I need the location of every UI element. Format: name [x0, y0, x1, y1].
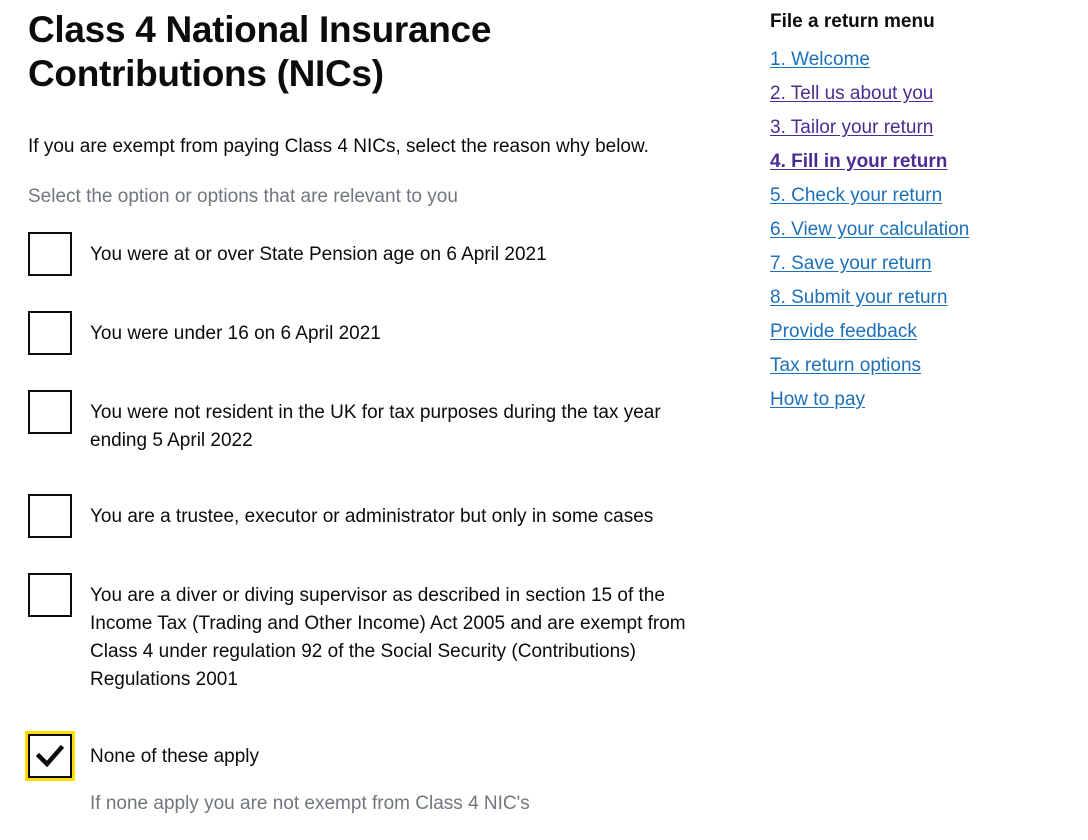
menu-link-provide-feedback[interactable]: Provide feedback: [770, 321, 917, 342]
menu-item: [770, 145, 1070, 179]
checkmark-icon: [35, 741, 65, 771]
menu-link-tailor-your-return[interactable]: 3. Tailor your return: [770, 117, 934, 138]
menu-item: [770, 77, 1070, 111]
menu-link-tell-us-about-you[interactable]: 2. Tell us about you: [770, 83, 934, 104]
page-title: Class 4 National Insurance Contributions (NICs): [28, 9, 492, 94]
menu-item: [770, 281, 1070, 315]
checkbox[interactable]: [28, 311, 72, 355]
menu-item: [770, 43, 1070, 77]
intro-text: If you are exempt from paying Class 4 NICs, select the reason why below.: [28, 136, 649, 157]
menu-heading: File a return menu: [770, 11, 935, 32]
checkbox-label[interactable]: You were at or over State Pension age on 6 April 2021: [90, 244, 547, 265]
menu-link-submit-your-return[interactable]: 8. Submit your return: [770, 287, 948, 308]
menu-item: [770, 111, 1070, 145]
checkbox-label[interactable]: You were not resident in the UK for tax purposes during the tax year ending 5 April 2022: [90, 402, 661, 451]
main-content: [28, 8, 728, 767]
menu-link-welcome[interactable]: 1. Welcome: [770, 49, 870, 70]
menu-item: [770, 213, 1070, 247]
checkbox-checked[interactable]: [28, 734, 72, 778]
file-return-menu: [770, 8, 1070, 417]
checkbox-label[interactable]: None of these apply: [90, 746, 260, 767]
menu-item: [770, 179, 1070, 213]
checkbox[interactable]: [28, 232, 72, 276]
checkbox[interactable]: [28, 573, 72, 617]
menu-item: [770, 349, 1070, 383]
menu-item: [770, 315, 1070, 349]
checkbox[interactable]: [28, 494, 72, 538]
hint-text: Select the option or options that are relevant to you: [28, 186, 458, 207]
menu-item: [770, 247, 1070, 281]
menu-link-view-your-calculation[interactable]: 6. View your calculation: [770, 219, 970, 240]
none-apply-hint: If none apply you are not exempt from Class 4 NIC's: [90, 793, 530, 814]
menu-item: [770, 383, 1070, 417]
menu-link-check-your-return[interactable]: 5. Check your return: [770, 185, 943, 206]
menu-link-how-to-pay[interactable]: How to pay: [770, 389, 866, 410]
menu-list: [770, 43, 1070, 417]
checkbox-label[interactable]: You were under 16 on 6 April 2021: [90, 323, 381, 344]
menu-link-save-your-return[interactable]: 7. Save your return: [770, 253, 932, 274]
checkbox[interactable]: [28, 390, 72, 434]
checkbox-label[interactable]: You are a trustee, executor or administrator but only in some cases: [90, 506, 654, 527]
checkbox-label[interactable]: You are a diver or diving supervisor as described in section 15 of the Income Tax (Trading and Other Income) Act 2005 and are exempt from Class 4 under regulation 92 of the Social Security (Contributions) Regulations 2001: [90, 585, 686, 690]
menu-link-tax-return-options[interactable]: Tax return options: [770, 355, 922, 376]
menu-link-fill-in-your-return[interactable]: 4. Fill in your return: [770, 151, 948, 172]
